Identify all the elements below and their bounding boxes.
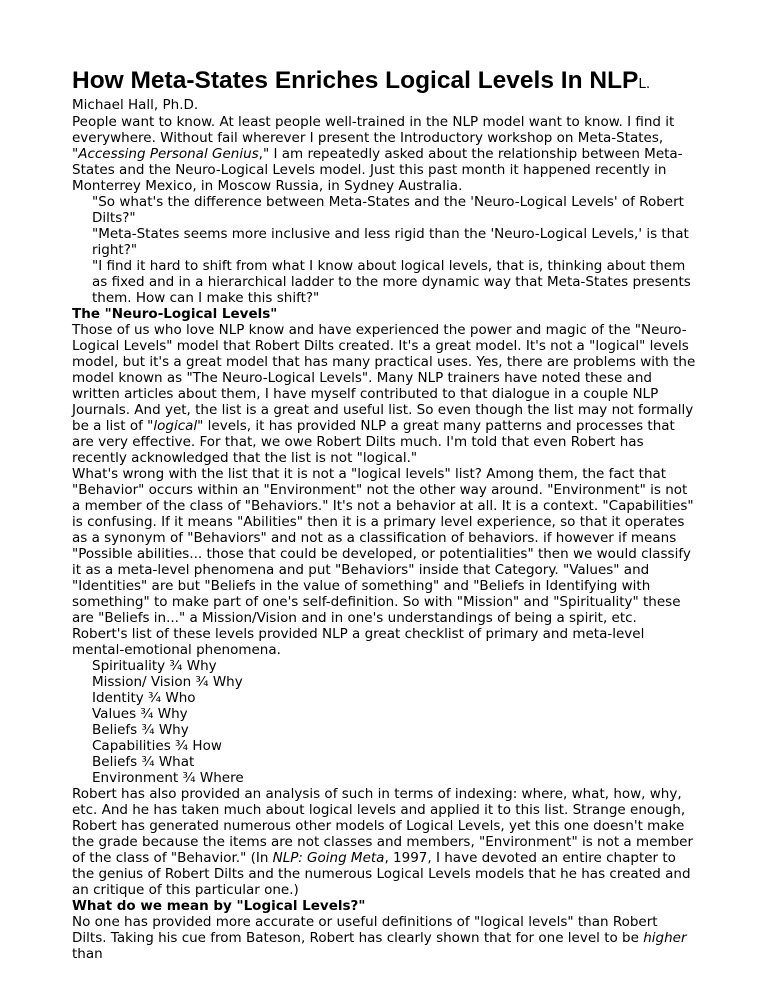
section1-paragraph-2: What's wrong with the list that it is not a "logical levels" list? Among them, the fact that "Behavior" occurs within an "Environment" not the other way around. "Environment" is not a member of the class of "Behaviors." It's not a behavior at all. It is a context. "Capabilities" is confusing. If it means "Abilities" then it is a primary level experience, so that it operates as a synonym of "Behaviors" and not as a classification of behaviors. if however if means "Possible abilities... those that could be developed, or potentialities" then we would classify it as a meta-level phenomena and put "Behaviors" inside that Category. "Values" and "Identities" are but "Beliefs in the value of something" and "Beliefs in Identifying with something" to make part of one's self-definition. So with "Mission" and "Spirituality" these are "Beliefs in..." a Mission/Vision and in one's understandings of being a spirit, etc. — [72, 466, 694, 626]
intro-text-1: People want to know. At least people well-trained in the NLP model want to know. I find it everywhere. Without fail wherever I present the Introductory workshop on Meta-States, " — [72, 114, 675, 162]
levels-list — [72, 658, 696, 786]
levels-list-item: Spirituality ¾ Why — [92, 658, 217, 674]
question-3: "I find it hard to shift from what I know about logical levels, that is, thinking about them as fixed and in a hierarchical ladder to the more dynamic way that Meta-States presents them. How can I make this shift?" — [92, 258, 691, 306]
section2-p1-text-1: No one has provided more accurate or useful definitions of "logical levels" than Robert Dilts. Taking his cue from Bateson, Robert has clearly shown that for one level to be — [72, 914, 658, 946]
levels-list-item: Beliefs ¾ What — [92, 754, 195, 770]
intro-paragraph — [72, 114, 696, 194]
section1-p1-text-2: " levels, it has provided NLP a great many patterns and processes that are very effective. For that, we owe Robert Dilts much. I'm told that even Robert has recently acknowledged that the list is not "logical." — [72, 418, 675, 466]
article-title: How Meta-States Enriches Logical Levels In NLP — [72, 67, 639, 94]
question-2: "Meta-States seems more inclusive and less rigid than the 'Neuro-Logical Levels,' is that right?" — [92, 226, 689, 258]
section1-p1-text-1: Those of us who love NLP know and have experienced the power and magic of the "Neuro-Logical Levels" model that Robert Dilts created. It's a great model. It's not a "logical" levels model, but it's a great model that has many practical uses. Yes, there are problems with the model known as "The Neuro-Logical Levels". Many NLP trainers have noted these and written articles about them, I have myself contributed to that dialogue in a couple NLP Journals. And yet, the list is a great and useful list. So even though the list may not formally be a list of " — [72, 322, 696, 434]
levels-list-item: Identity ¾ Who — [92, 690, 196, 706]
intro-italic-workshop-title: Accessing Personal Genius — [78, 146, 259, 162]
section2-paragraph-1 — [72, 914, 696, 962]
section1-paragraph-1 — [72, 322, 696, 466]
author-byline: L. Michael Hall, Ph.D. — [72, 76, 651, 113]
levels-list-item: Capabilities ¾ How — [92, 738, 222, 754]
levels-list-item: Environment ¾ Where — [92, 770, 244, 786]
section1-p1-italic: logical — [153, 418, 198, 434]
section-heading-neuro-logical-levels: The "Neuro-Logical Levels" — [72, 306, 278, 322]
section2-p1-italic: higher — [643, 930, 687, 946]
section1-paragraph-3: Robert's list of these levels provided NLP a great checklist of primary and meta-level mental-emotional phenomena. — [72, 626, 645, 658]
title-block — [72, 66, 696, 114]
levels-list-item: Beliefs ¾ Why — [92, 722, 189, 738]
levels-list-item: Values ¾ Why — [92, 706, 188, 722]
intro-text-2: ," I am repeatedly asked about the relationship between Meta-States and the Neuro-Logical Levels model. Just this past month it happened recently in Monterrey Mexico, in Moscow Russia, in Sydney Australia. — [72, 146, 683, 194]
section1-paragraph-4 — [72, 786, 696, 898]
section1-p4-italic-book-title: NLP: Going Meta — [272, 850, 385, 866]
section2-p1-text-2: than — [72, 946, 103, 962]
section-heading-logical-levels: What do we mean by "Logical Levels?" — [72, 898, 366, 914]
question-1: "So what's the difference between Meta-States and the 'Neuro-Logical Levels' of Robert Dilts?" — [92, 194, 684, 226]
section1-p4-text-2: , 1997, I have devoted an entire chapter to the genius of Robert Dilts and the numerous Logical Levels models that he has created and an critique of this particular one.) — [72, 850, 691, 898]
levels-list-item: Mission/ Vision ¾ Why — [92, 674, 243, 690]
section1-p4-text-1: Robert has also provided an analysis of such in terms of indexing: where, what, how, why, etc. And he has taken much about logical levels and applied it to this list. Strange enough, Robert has generated numerous other models of Logical Levels, yet this one doesn't make the grade because the items are not classes and members, "Environment" is not a member of the class of "Behavior." (In — [72, 786, 694, 866]
